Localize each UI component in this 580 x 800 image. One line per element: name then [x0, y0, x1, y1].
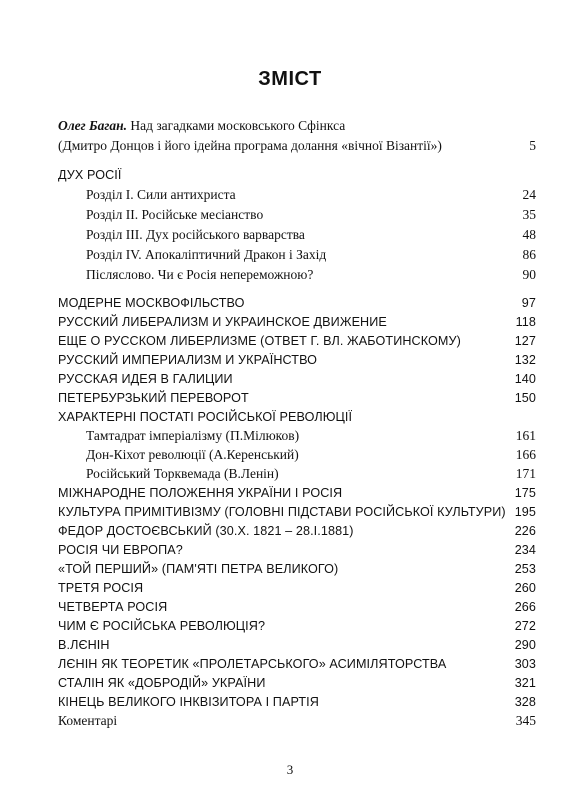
page-title: ЗМІСТ	[258, 68, 322, 90]
toc-entry: Російський Торквемада (В.Ленін) 171	[86, 466, 536, 481]
toc-entry: РУССКИЙ ИМПЕРИАЛИЗМ И УКРАЇНСТВО 132	[58, 353, 536, 367]
toc-entry: Розділ ІV. Апокаліптичний Дракон і Захід 86	[86, 247, 536, 262]
toc-entry: ЧЕТВЕРТА РОСІЯ 266	[58, 600, 536, 614]
toc-entry: Розділ ІІІ. Дух російського варварства 48	[86, 227, 536, 242]
toc-entry: ЛЄНІН ЯК ТЕОРЕТИК «ПРОЛЕТАРСЬКОГО» АСИМІЛЯТОРСТВА 303	[58, 657, 536, 671]
toc-entry: ПЕТЕРБУРЗЬКИЙ ПЕРЕВОРОТ 150	[58, 391, 536, 405]
intro-page-number: 5	[529, 138, 536, 153]
toc-entry: КУЛЬТУРА ПРИМІТИВІЗМУ (ГОЛОВНІ ПІДСТАВИ РОСІЙСЬКОЇ КУЛЬТУРИ) 195	[58, 505, 536, 519]
toc-entry-intro	[58, 117, 536, 137]
toc-entry: Розділ І. Сили антихриста 24	[86, 187, 536, 202]
toc-entry: РУССКАЯ ИДЕЯ В ГАЛИЦИИ 140	[58, 372, 536, 386]
toc-entry: МІЖНАРОДНЕ ПОЛОЖЕННЯ УКРАЇНИ І РОСІЯ 175	[58, 486, 536, 500]
toc-entry: ЕЩЕ О РУССКОМ ЛИБЕРЛИЗМЕ (ОТВЕТ Г. ВЛ. ЖАБОТИНСКОМУ) 127	[58, 334, 536, 348]
page-number: 3	[286, 762, 294, 777]
intro-author: Олег Баган.	[58, 118, 127, 133]
toc-entry: РУССКИЙ ЛИБЕРАЛИЗМ И УКРАИНСКОЕ ДВИЖЕНИЕ 118	[58, 315, 536, 329]
toc-entry: Дон-Кіхот революції (А.Керенський) 166	[86, 447, 536, 462]
intro-title: Над загадками московського Сфінкса	[130, 118, 346, 133]
section-title-postati: ХАРАКТЕРНІ ПОСТАТІ РОСІЙСЬКОЇ РЕВОЛЮЦІЇ	[58, 410, 353, 424]
section-title-duh-rosii: ДУХ РОСІЇ	[58, 168, 122, 182]
toc-entry-comments: Коментарі 345	[58, 713, 536, 728]
toc-entry: «ТОЙ ПЕРШИЙ» (ПАМ'ЯТІ ПЕТРА ВЕЛИКОГО) 253	[58, 562, 536, 576]
toc-entry: ТРЕТЯ РОСІЯ 260	[58, 581, 536, 595]
toc-entry: РОСІЯ ЧИ ЕВРОПА? 234	[58, 543, 536, 557]
toc-entry: КІНЕЦЬ ВЕЛИКОГО ІНКВІЗИТОРА І ПАРТІЯ 328	[58, 695, 536, 709]
toc-entry: Тамтадрат імперіалізму (П.Мілюков) 161	[86, 428, 536, 443]
toc-entry: ЧИМ Є РОСІЙСЬКА РЕВОЛЮЦІЯ? 272	[58, 619, 536, 633]
intro-subtitle: (Дмитро Донцов і його ідейна програма долання «вічної Візантії»)	[58, 138, 442, 153]
toc-entry: СТАЛІН ЯК «ДОБРОДІЙ» УКРАЇНИ 321	[58, 676, 536, 690]
toc-entry: Післяслово. Чи є Росія непереможною? 90	[86, 267, 536, 282]
toc-entry: МОДЕРНЕ МОСКВОФІЛЬСТВО 97	[58, 296, 536, 310]
toc-entry: Розділ ІІ. Російське месіанство 35	[86, 207, 536, 222]
toc-entry: ФЕДОР ДОСТОЄВСЬКИЙ (30.X. 1821 – 28.I.1881) 226	[58, 524, 536, 538]
toc-entry-intro-line2	[58, 137, 536, 157]
toc-entry: В.ЛЄНІН 290	[58, 638, 536, 652]
